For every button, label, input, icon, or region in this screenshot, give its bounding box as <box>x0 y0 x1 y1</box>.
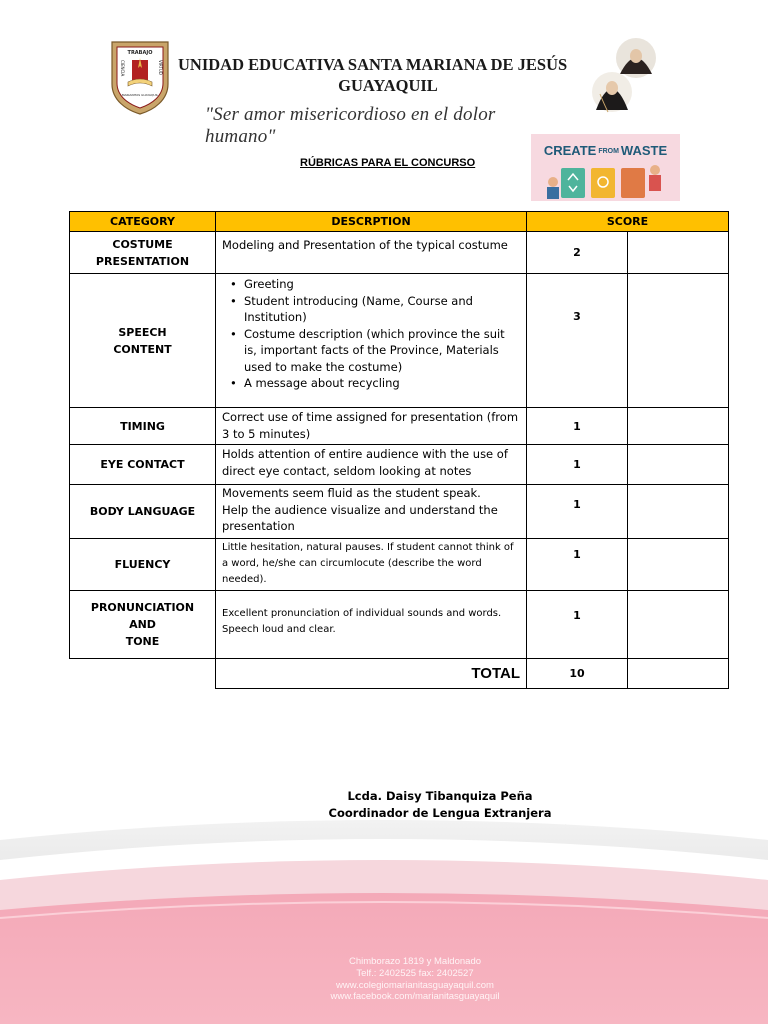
category-line: SPEECH <box>118 325 167 339</box>
awarded-total-cell <box>628 659 729 689</box>
founders-portraits-image <box>590 34 662 118</box>
badge-word-from: FROM <box>598 148 619 156</box>
description-cell <box>216 485 527 539</box>
shield-motto-left: CIENCIA <box>120 60 125 77</box>
page-title: RÚBRICAS PARA EL CONCURSO <box>300 157 476 169</box>
category-line: PRONUNCIATION <box>90 601 195 614</box>
awarded-score-cell <box>628 274 729 408</box>
badge-word-create: CREATE <box>543 143 597 158</box>
score-cell: 1 <box>527 591 628 659</box>
category-line: TONE <box>125 635 160 648</box>
description-line: Help the audience visualize and understand the presentation <box>222 502 498 533</box>
rubric-table <box>69 211 729 689</box>
category-cell <box>70 232 216 274</box>
description-cell: Holds attention of entire audience with the use of direct eye contact, seldom looking at notes <box>216 445 527 485</box>
category-cell <box>70 274 216 408</box>
footer-website-link[interactable]: www.colegiomarianitasguayaquil.com <box>336 979 494 991</box>
awarded-score-cell <box>628 445 729 485</box>
header-description: DESCRPTION <box>216 212 527 232</box>
bullet-item: • Student introducing (Name, Course and Institution) <box>222 293 520 326</box>
score-cell: 3 <box>527 274 628 408</box>
total-row <box>70 659 729 689</box>
score-cell: 1 <box>527 485 628 539</box>
description-cell: Excellent pronunciation of individual sounds and words. Speech loud and clear. <box>216 591 527 659</box>
table-row <box>70 591 729 659</box>
footer-contact-info <box>290 956 540 1003</box>
table-row <box>70 539 729 591</box>
description-bullet-list <box>222 276 520 392</box>
badge-word-waste: WASTE <box>620 143 668 158</box>
score-cell: 2 <box>527 232 628 274</box>
description-cell: Correct use of time assigned for presentation (from 3 to 5 minutes) <box>216 408 527 445</box>
category-cell <box>70 591 216 659</box>
school-city: GUAYAQUIL <box>338 76 438 95</box>
signer-name: Lcda. Daisy Tibanquiza Peña <box>347 789 533 803</box>
category-cell: BODY LANGUAGE <box>70 485 216 539</box>
table-row <box>70 274 729 408</box>
footer-phones: Telf.: 2402525 fax: 2402527 <box>356 967 474 979</box>
awarded-score-cell <box>628 232 729 274</box>
description-cell: Modeling and Presentation of the typical costume <box>216 232 527 274</box>
shield-motto-bottom: MARIANITAS GUAYAQUIL <box>121 93 159 97</box>
description-cell <box>216 274 527 408</box>
category-line: AND <box>129 618 156 631</box>
table-row <box>70 232 729 274</box>
total-label: TOTAL <box>216 659 527 689</box>
score-cell: 1 <box>527 408 628 445</box>
awarded-score-cell <box>628 539 729 591</box>
category-cell: EYE CONTACT <box>70 445 216 485</box>
score-cell: 1 <box>527 539 628 591</box>
category-line: PRESENTATION <box>95 254 190 268</box>
description-line: Movements seem fluid as the student speak. <box>222 486 481 500</box>
category-cell: FLUENCY <box>70 539 216 591</box>
shield-motto-top: TRABAJO <box>127 50 153 56</box>
footer-facebook-link[interactable]: www.facebook.com/marianitasguayaquil <box>330 991 500 1003</box>
signer-role: Coordinador de Lengua Extranjera <box>328 806 552 820</box>
footer-address: Chimborazo 1819 y Maldonado <box>348 956 482 967</box>
shield-motto-right: VIRTUD <box>158 60 163 75</box>
awarded-score-cell <box>628 485 729 539</box>
school-name: UNIDAD EDUCATIVA SANTA MARIANA DE JESÚS <box>178 55 568 74</box>
table-header-row <box>70 212 729 232</box>
description-cell: Little hesitation, natural pauses. If student cannot think of a word, he/she can circumlocute (describe the word needed). <box>216 539 527 591</box>
bullet-item: • Costume description (which province the suit is, important facts of the Province, Materials used to make the costume) <box>222 326 520 376</box>
bullet-item: • Greeting <box>222 276 520 293</box>
category-line: COSTUME <box>112 237 173 251</box>
bullet-item: • A message about recycling <box>222 375 520 392</box>
school-motto: "Ser amor misericordioso en el dolor humano" <box>205 104 496 147</box>
category-cell: TIMING <box>70 408 216 445</box>
awarded-score-cell <box>628 591 729 659</box>
header-category: CATEGORY <box>70 212 216 232</box>
create-from-waste-badge <box>531 134 680 201</box>
total-score: 10 <box>527 659 628 689</box>
table-row <box>70 408 729 445</box>
category-line: CONTENT <box>113 342 172 356</box>
school-shield-logo <box>108 38 172 116</box>
recycling-bins-illustration <box>531 160 680 201</box>
awarded-score-cell <box>628 408 729 445</box>
header-score: SCORE <box>527 212 729 232</box>
score-cell: 1 <box>527 445 628 485</box>
table-row <box>70 445 729 485</box>
table-row <box>70 485 729 539</box>
